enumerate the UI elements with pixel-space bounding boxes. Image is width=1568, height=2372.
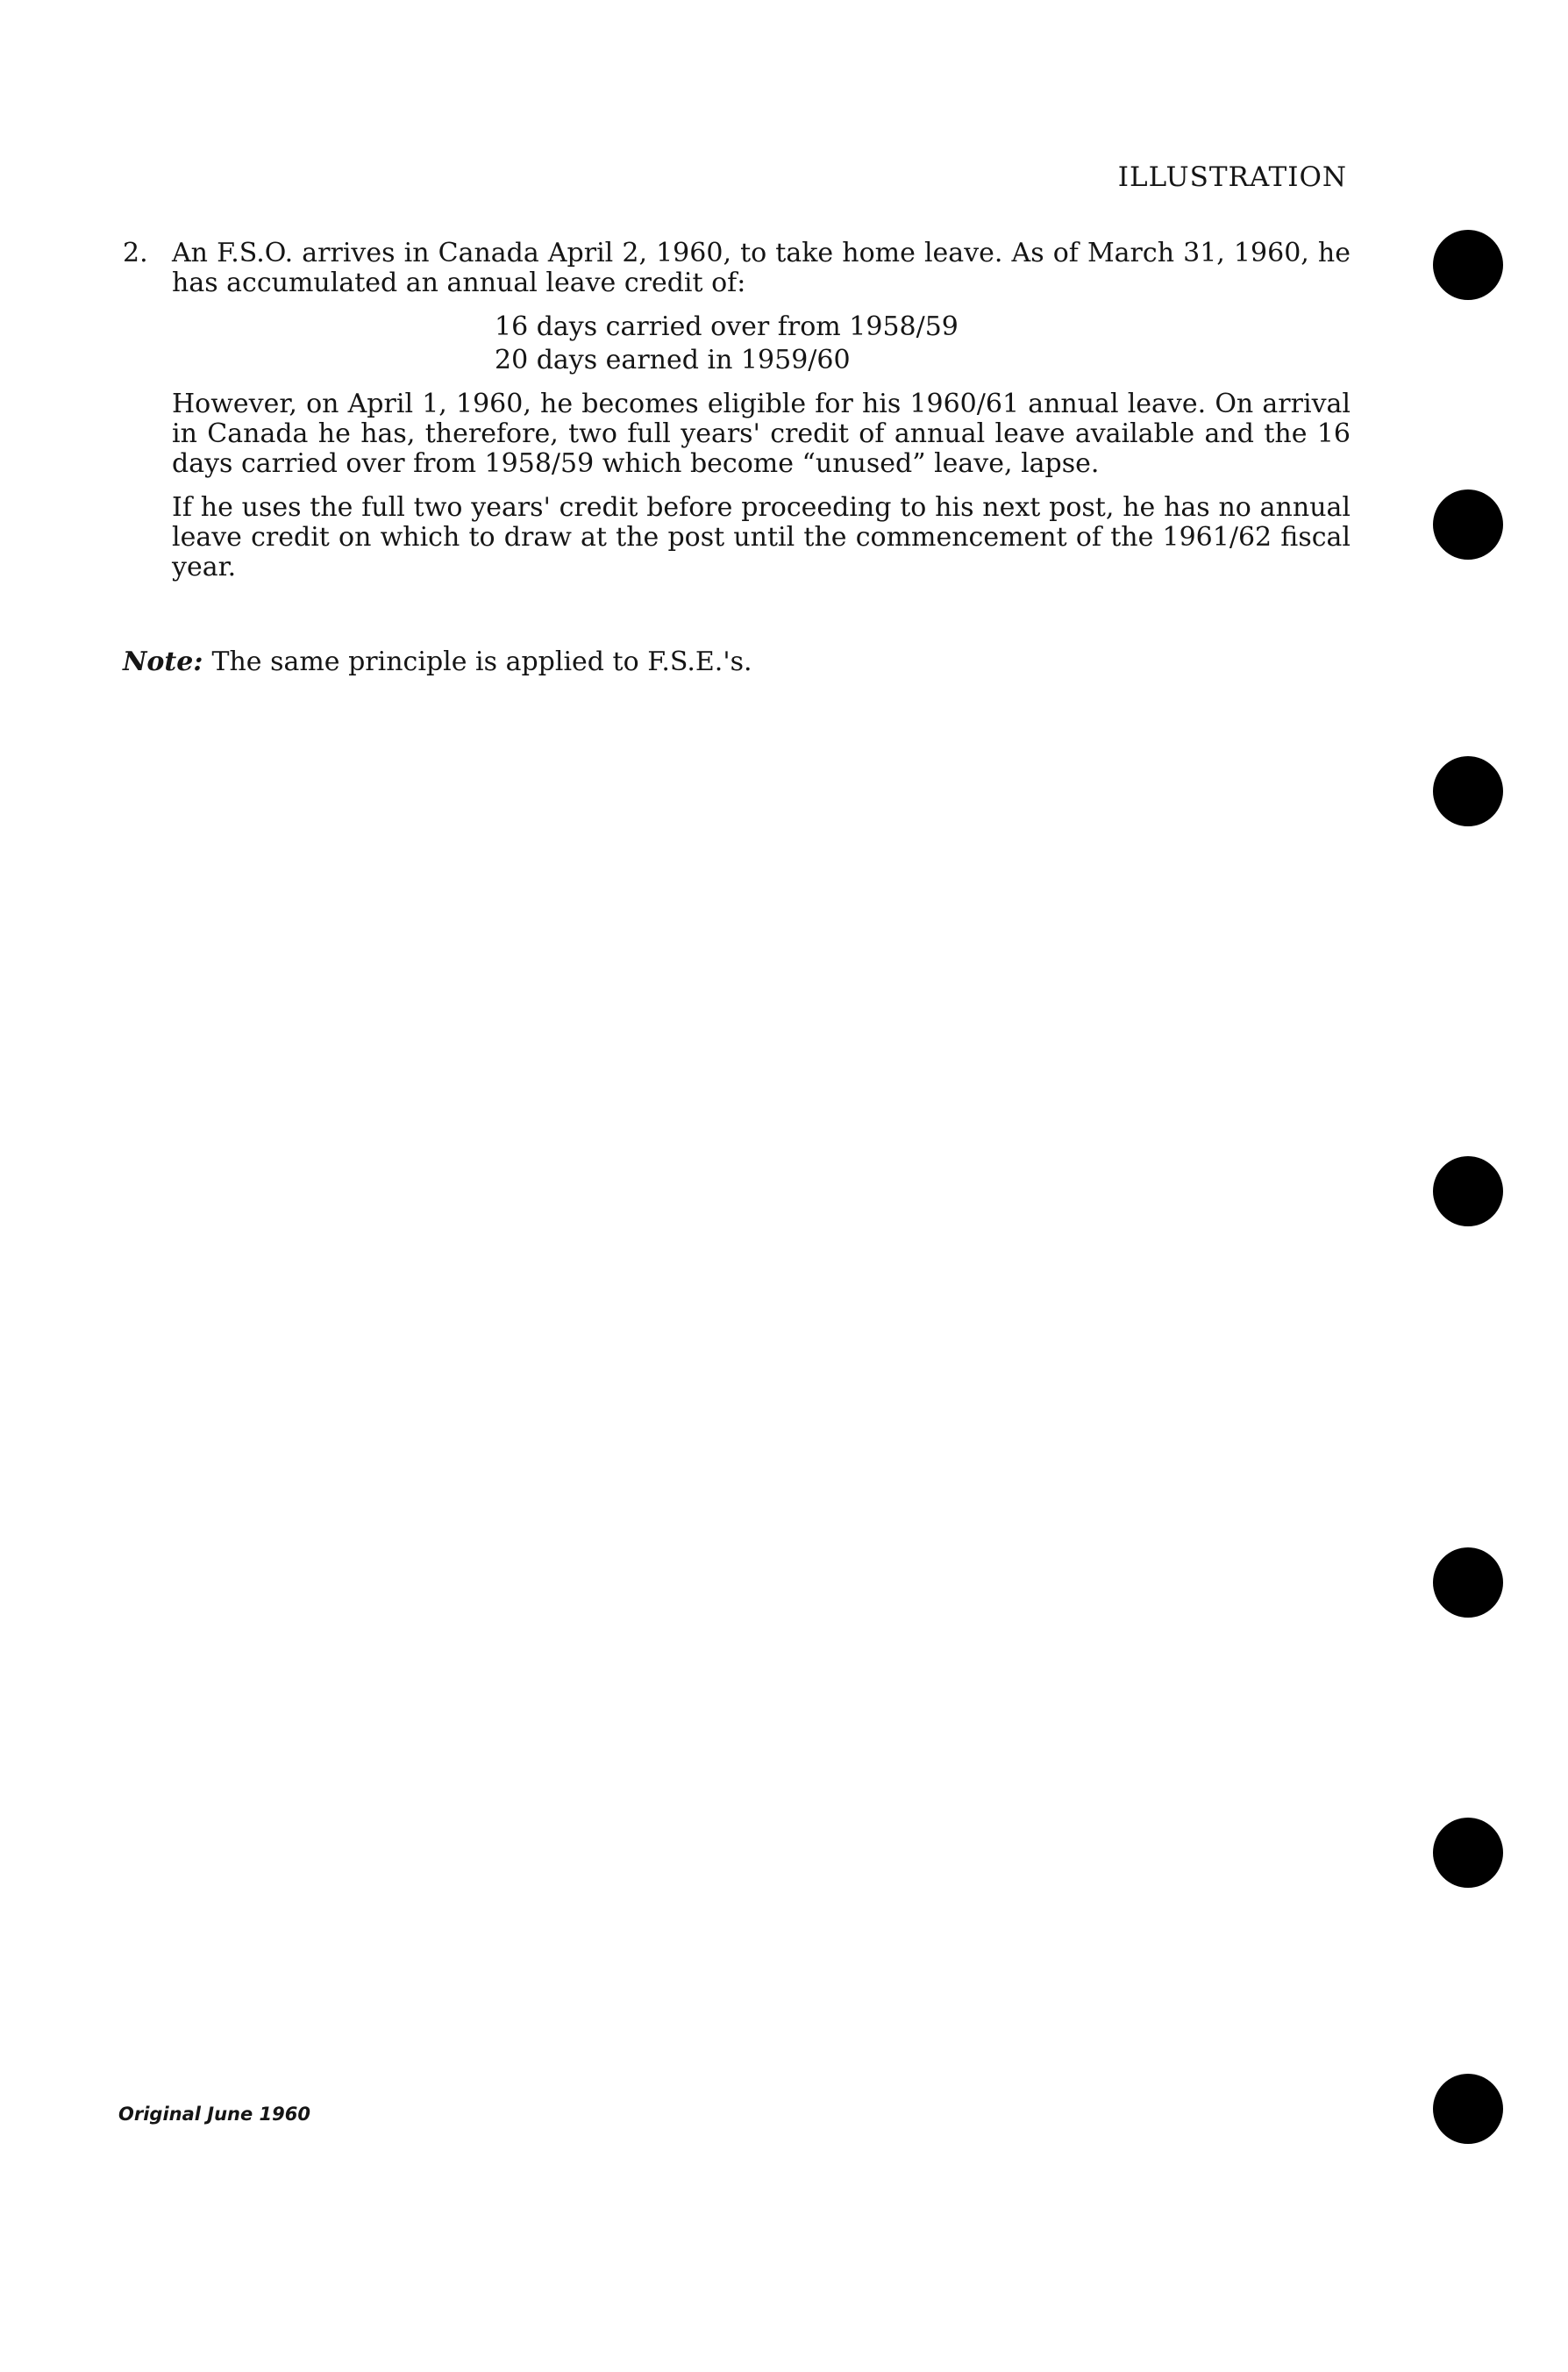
- punch-hole-5: [1433, 1547, 1503, 1618]
- punch-hole-4: [1433, 1156, 1503, 1226]
- punch-hole-6: [1433, 1818, 1503, 1888]
- note: [123, 647, 752, 677]
- note-label: Note:: [123, 647, 203, 677]
- item-number: 2.: [123, 238, 148, 268]
- punch-hole-7: [1433, 2074, 1503, 2144]
- footer-edition: Original June 1960: [118, 2104, 310, 2125]
- illustration-item: [123, 239, 1351, 582]
- item-paragraph-usage: If he uses the full two years' credit before proceeding to his next post, he has no annual leave credit on which to draw at the post until the commencement of the 1961/62 fiscal year.: [172, 492, 1351, 582]
- leave-credit-carried-over: 16 days carried over from 1958/59: [495, 311, 959, 342]
- leave-credit-earned: 20 days earned in 1959/60: [495, 345, 851, 375]
- punch-hole-1: [1433, 230, 1503, 300]
- item-body: [172, 239, 1351, 582]
- page-heading: ILLUSTRATION: [1117, 161, 1347, 193]
- item-paragraph-eligibility: However, on April 1, 1960, he becomes eligible for his 1960/61 annual leave. On arrival in Canada he has, therefore, two full years' credit of annual leave available and the 16 days carried over from 1958/59 which become “unused” leave, lapse.: [172, 389, 1351, 479]
- punch-hole-3: [1433, 756, 1503, 826]
- item-intro: An F.S.O. arrives in Canada April 2, 1960, to take home leave. As of March 31, 1960, he has accumulated an annual leave credit of:: [172, 238, 1351, 298]
- note-text: The same principle is applied to F.S.E.'s.: [211, 647, 752, 677]
- punch-hole-2: [1433, 489, 1503, 560]
- leave-credit-list: [495, 311, 1351, 377]
